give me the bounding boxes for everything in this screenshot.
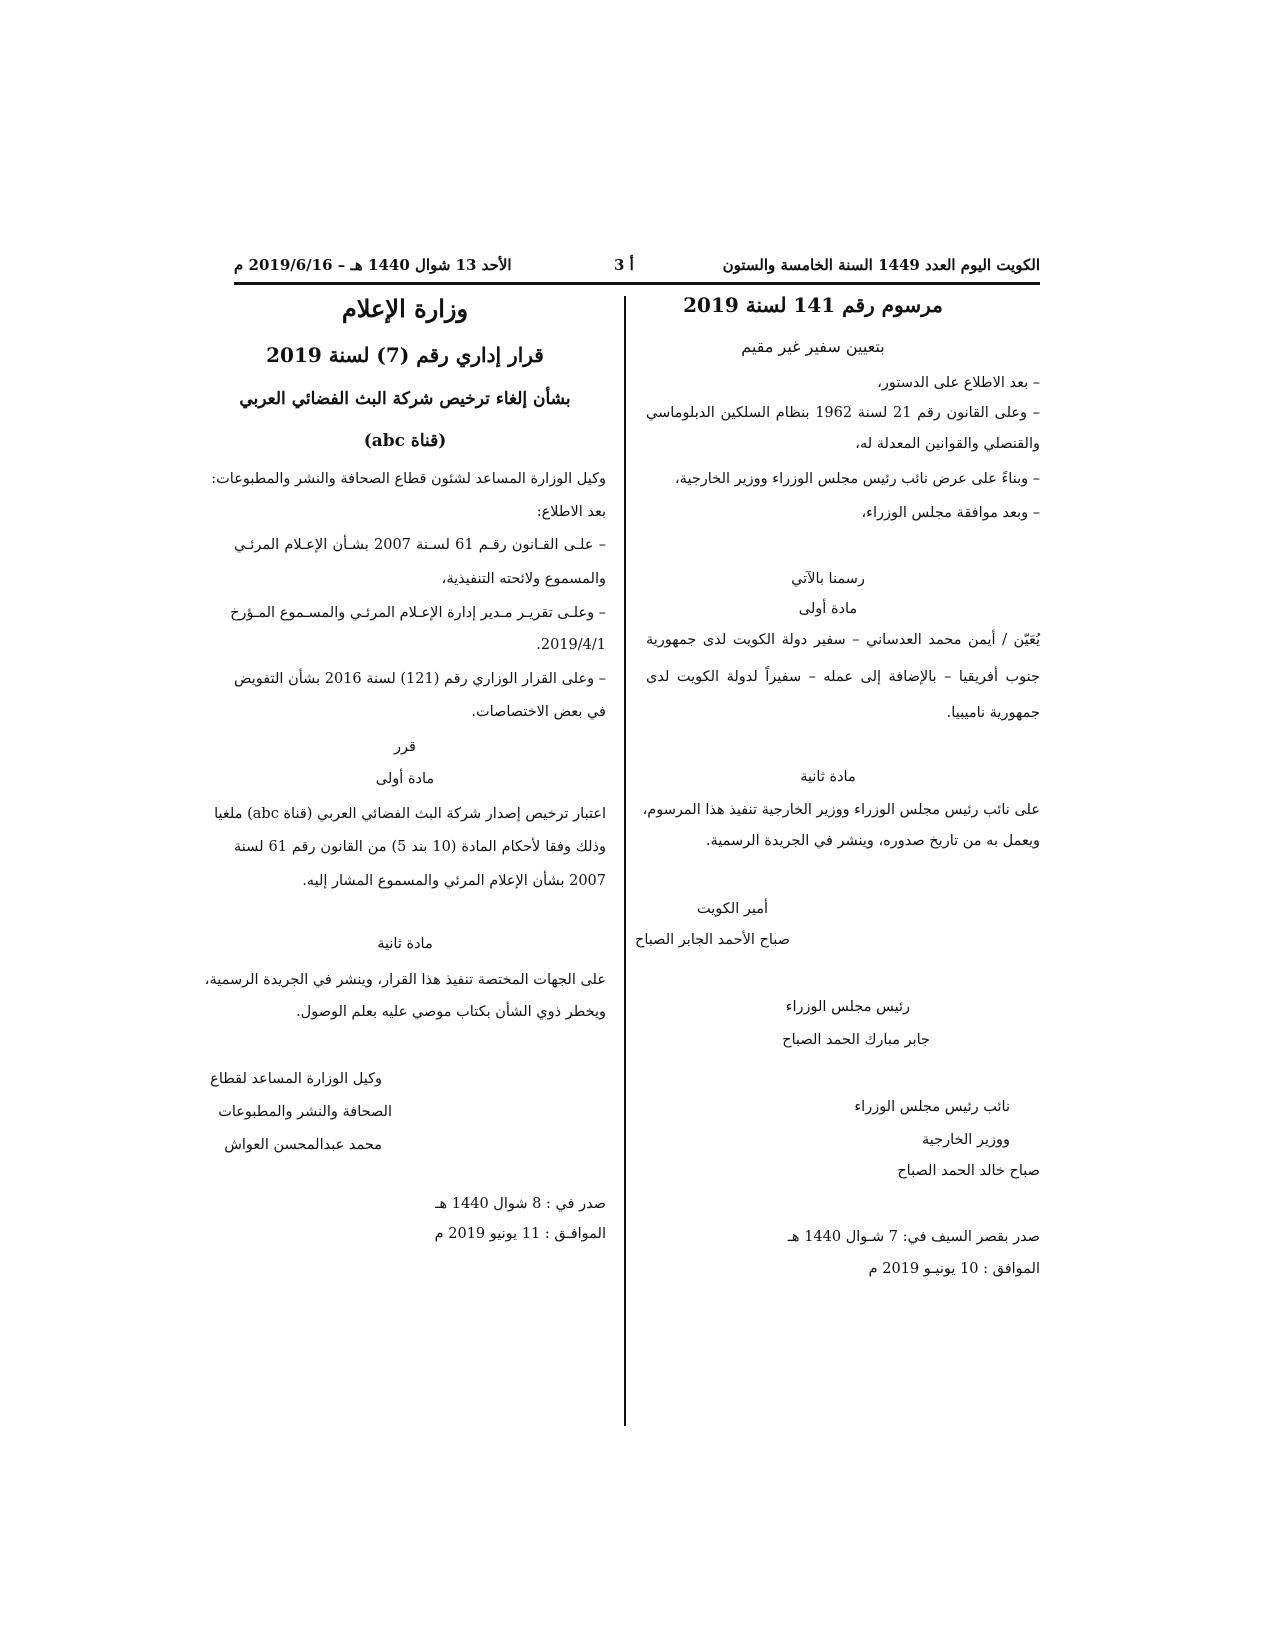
resolution-article2-line: ويخطر ذوي الشأن بكتاب موصي عليه بعلم الوصول. bbox=[296, 1004, 606, 1020]
resolution-issued: صدر في : 8 شوال 1440 هـ bbox=[435, 1196, 606, 1212]
decree-subtitle: بتعيين سفير غير مقيم bbox=[741, 337, 885, 356]
decree-decreed: رسمنا بالآتي bbox=[791, 571, 865, 587]
resolution-preamble-line: والمسموع ولائحته التنفيذية، bbox=[441, 571, 606, 587]
ministry-name: وزارة الإعلام bbox=[341, 294, 469, 323]
page-number: أ 3 bbox=[614, 256, 634, 274]
emir-title: أمير الكويت bbox=[697, 901, 768, 917]
resolution-article2-title: مادة ثانية bbox=[377, 936, 433, 952]
column-divider bbox=[624, 296, 626, 1426]
dpm-title-2: ووزير الخارجية bbox=[922, 1132, 1010, 1148]
resolution-preamble-line: في بعض الاختصاصات. bbox=[471, 704, 606, 720]
resolution-article1-line: 2007 بشأن الإعلام المرئي والمسموع المشار إليه. bbox=[302, 873, 606, 889]
resolution-article2-line: على الجهات المختصة تنفيذ هذا القرار، وينشر في الجريدة الرسمية، bbox=[204, 972, 606, 988]
resolution-article1-line: اعتبار ترخيص إصدار شركة البث الفضائي العربي (قناة abc) ملغيا bbox=[214, 806, 606, 822]
resolution-preamble-line: 2019/4/1. bbox=[536, 637, 606, 653]
decree-article2-title: مادة ثانية bbox=[800, 769, 856, 785]
resolution-subject-2: (قناة abc) bbox=[363, 431, 447, 451]
decree-title: مرسوم رقم 141 لسنة 2019 bbox=[683, 293, 943, 317]
decree-article2-line: على نائب رئيس مجلس الوزراء ووزير الخارجية تنفيذ هذا المرسوم، bbox=[642, 802, 1040, 818]
decree-preamble-line: – بعد الاطلاع على الدستور، bbox=[877, 375, 1040, 391]
page-header bbox=[234, 256, 1040, 278]
resolution-preamble-line: – وعلى القرار الوزاري رقم (121) لسنة 2016 بشأن التفويض bbox=[234, 671, 606, 687]
resolution-signatory-title-2: الصحافة والنشر والمطبوعات bbox=[218, 1104, 392, 1120]
decree-article1-line: جمهورية ناميبيا. bbox=[946, 705, 1040, 721]
resolution-article1-line: وذلك وفقا لأحكام المادة (10 بند 5) من القانون رقم 61 لسنة bbox=[234, 839, 606, 855]
decree-preamble-line: – وعلى القانون رقم 21 لسنة 1962 بنظام السلكين الدبلوماسي bbox=[646, 405, 1041, 421]
decree-preamble-line: – وبعد موافقة مجلس الوزراء، bbox=[861, 505, 1040, 521]
resolution-title: قرار إداري رقم (7) لسنة 2019 bbox=[266, 343, 544, 367]
resolution-decided: قرر bbox=[394, 739, 416, 755]
decree-article1-title: مادة أولى bbox=[798, 601, 858, 617]
decree-preamble-line: والقنصلي والقوانين المعدلة له، bbox=[855, 436, 1040, 452]
issue-date: الأحد 13 شوال 1440 هـ – 2019/6/16 م bbox=[234, 256, 512, 274]
resolution-preamble-line: – علـى القـانون رقـم 61 لسـنة 2007 بشـأن الإعـلام المرئـي bbox=[234, 537, 606, 553]
dpm-title: نائب رئيس مجلس الوزراء bbox=[854, 1099, 1010, 1115]
resolution-signatory-name: محمد عبدالمحسن العواش bbox=[224, 1137, 382, 1153]
dpm-name: صباح خالد الحمد الصباح bbox=[897, 1163, 1040, 1179]
resolution-issuer: وكيل الوزارة المساعد لشئون قطاع الصحافة والنشر والمطبوعات: bbox=[211, 471, 606, 487]
pm-name: جابر مبارك الحمد الصباح bbox=[782, 1032, 930, 1048]
gazette-issue-info: الكويت اليوم العدد 1449 السنة الخامسة والستون bbox=[722, 256, 1040, 274]
decree-preamble-line: – وبناءً على عرض نائب رئيس مجلس الوزراء ووزير الخارجية، bbox=[675, 471, 1040, 487]
decree-article2-line: ويعمل به من تاريخ صدوره، وينشر في الجريدة الرسمية. bbox=[705, 833, 1040, 849]
decree-issued: صدر بقصر السيف في: 7 شـوال 1440 هـ bbox=[787, 1229, 1040, 1245]
resolution-subject: بشأن إلغاء ترخيص شركة البث الفضائي العربي bbox=[239, 389, 571, 409]
decree-article1-line: جنوب أفريقيا – بالإضافة إلى عمله – سفيراً لدولة الكويت لدى bbox=[646, 669, 1040, 685]
resolution-article1-title: مادة أولى bbox=[375, 771, 435, 787]
decree-article1-line: يُعَيّن / أيمن محمد العدساني – سفير دولة الكويت لدى جمهورية bbox=[646, 632, 1040, 648]
header-rule bbox=[234, 282, 1040, 285]
resolution-preamble-line: – وعلـى تقريـر مـدير إدارة الإعـلام المرئـي والمسـموع المـؤرخ bbox=[230, 605, 606, 621]
pm-title: رئيس مجلس الوزراء bbox=[785, 999, 910, 1015]
emir-name: صباح الأحمد الجابر الصباح bbox=[635, 932, 790, 948]
resolution-corresponding: الموافـق : 11 يونيو 2019 م bbox=[434, 1226, 606, 1242]
decree-corresponding: الموافق : 10 يونيـو 2019 م bbox=[868, 1261, 1040, 1277]
resolution-signatory-title: وكيل الوزارة المساعد لقطاع bbox=[210, 1071, 382, 1087]
resolution-after-review: بعد الاطلاع: bbox=[536, 504, 606, 520]
